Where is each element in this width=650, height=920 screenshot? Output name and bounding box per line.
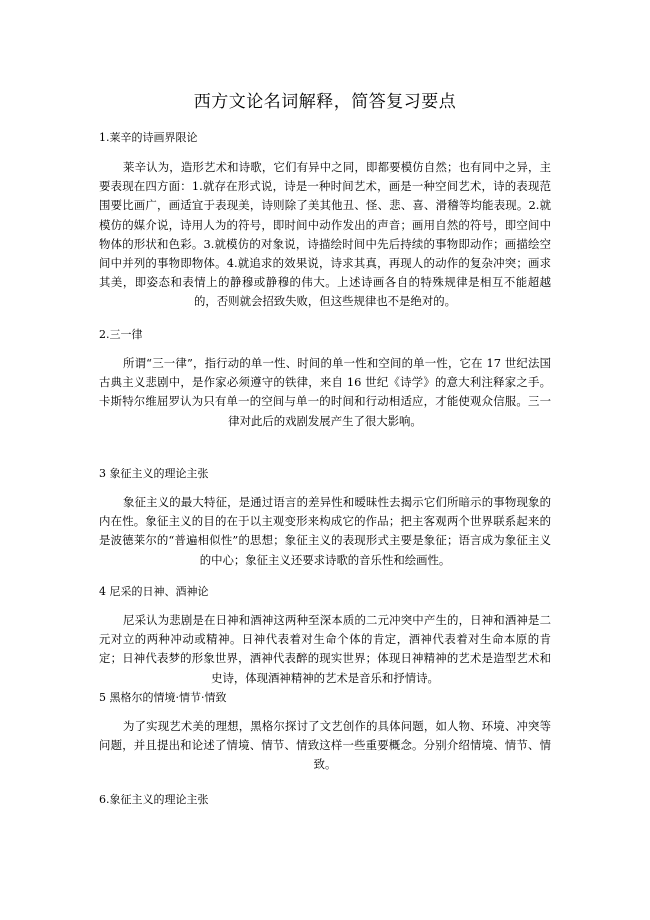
section-heading-5: 5 黑格尔的情境·情节·情致	[99, 691, 227, 704]
section-heading-1: 1.莱辛的诗画界限论	[99, 131, 198, 144]
section-heading-3: 3 象征主义的理论主张	[99, 467, 209, 480]
section-heading-4: 4 尼采的日神、酒神论	[99, 585, 209, 598]
section-body-3: 象征主义的最大特征，是通过语言的差异性和暧昧性去揭示它们所暗示的事物现象的内在性。象征主义的目的在于以主观变形来构成它的作品；把主客观两个世界联系起来的是波德莱尔的“普遍相似性”的思想；象征主义的表现形式主要是象征；语言成为象征主义的中心；象征主义还要求诗歌的音乐性和绘画性。	[99, 495, 551, 567]
page-title: 西方文论名词解释，简答复习要点	[193, 92, 457, 112]
section-body-4: 尼采认为悲剧是在日神和酒神这两种至深本质的二元冲突中产生的，日神和酒神是二元对立的两种冲动或精神。日神代表着对生命个体的肯定，酒神代表着对生命本原的肯定；日神代表梦的形象世界，酒神代表醉的现实世界；体现日神精神的艺术是造型艺术和史诗，体现酒神精神的艺术是音乐和抒情诗。	[99, 613, 551, 685]
section-body-5: 为了实现艺术美的理想，黑格尔探讨了文艺创作的具体问题，如人物、环境、冲突等问题，并且提出和论述了情境、情节、情致这样一些重要概念。分别介绍情境、情节、情致。	[99, 719, 551, 772]
section-body-2: 所谓“三一律”，指行动的单一性、时间的单一性和空间的单一性，它在 17 世纪法国古典主义悲剧中，是作家必须遵守的铁律，来自 16 世纪《诗学》的意大利注释家之手。卡斯特尔维屈罗认为只有单一的空间与单一的时间和行动相适应，才能使观众信服。三一律对此后的戏剧发展产生了很大影响。	[99, 356, 551, 428]
section-heading-6: 6.象征主义的理论主张	[99, 793, 209, 806]
section-body-1: 莱辛认为，造形艺术和诗歌，它们有异中之同，即都要模仿自然；也有同中之异，主要表现在四方面：1.就存在形式说，诗是一种时间艺术，画是一种空间艺术，诗的表现范围要比画广，画适宜于表现美，诗则除了美其他丑、怪、悲、喜、滑稽等均能表现。2.就模仿的媒介说，诗用人为的符号，即时间中动作发出的声音；画用自然的符号，即空间中物体的形状和色彩。3.就模仿的对象说，诗描绘时间中先后持续的事物即动作；画描绘空间中并列的事物即物体。4.就追求的效果说，诗求其真，再现人的动作的复杂冲突；画求其美，即姿态和表情上的静穆或静穆的伟大。上述诗画各自的特殊规律是相互不能超越的，否则就会招致失败，但这些规律也不是绝对的。	[99, 160, 551, 309]
section-heading-2: 2.三一律	[99, 328, 143, 341]
